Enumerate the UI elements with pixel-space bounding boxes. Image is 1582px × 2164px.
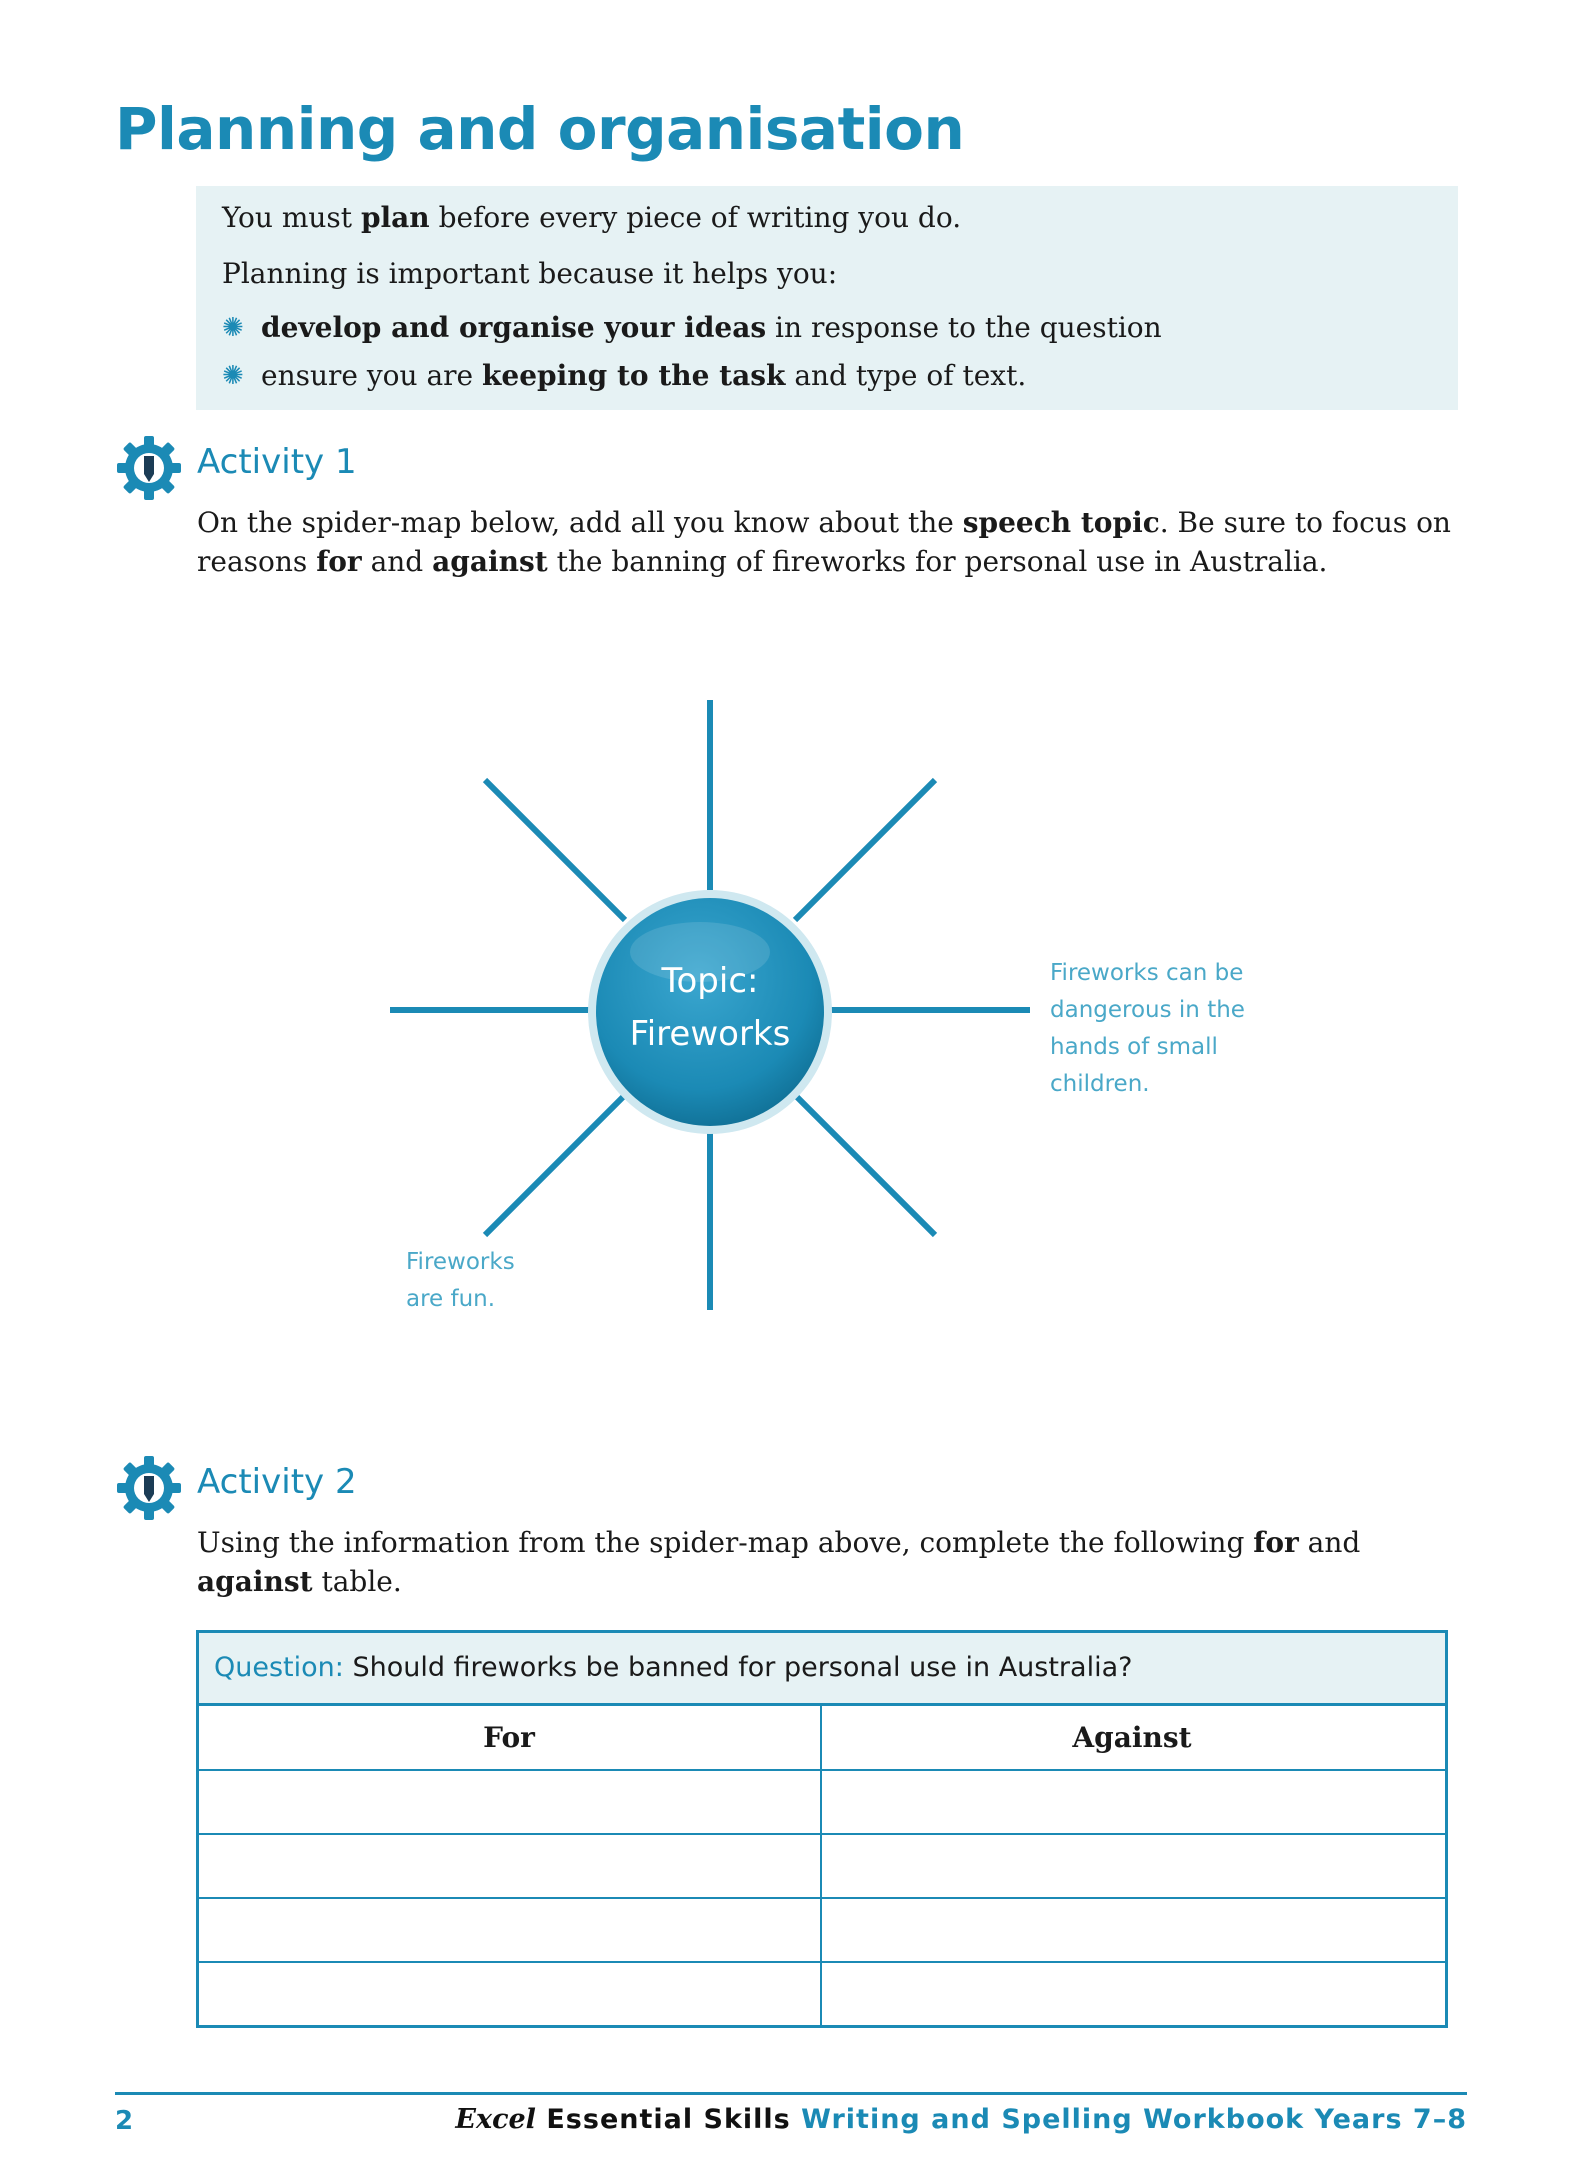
bullet-star-icon: ✺: [222, 313, 244, 343]
bullet-text-1: develop and organise your ideas in response to the question: [261, 311, 1162, 344]
spider-leg-bottom-right: [795, 1095, 935, 1235]
activity-1-heading: Activity 1: [197, 442, 357, 482]
table-row-divider: [199, 1769, 1445, 1771]
activity-2-instructions: Using the information from the spider-map above, complete the following for and against table.: [197, 1526, 1361, 1598]
topic-line-2: Fireworks: [629, 1014, 791, 1054]
for-against-table: [196, 1630, 1448, 2028]
page-title: Planning and organisation: [115, 95, 965, 163]
table-column-divider: [820, 1706, 822, 2025]
footer-book-title: Excel Essential Skills Writing and Spelling Workbook Years 7–8: [455, 2104, 1467, 2135]
activity-gear-pen-icon: [115, 1454, 183, 1522]
intro-line-2: Planning is important because it helps you:: [222, 257, 838, 290]
intro-box: [196, 186, 1458, 410]
bullet-text-2: ensure you are keeping to the task and type of text.: [261, 359, 1027, 392]
spider-note-right: Fireworks can be dangerous in the hands of small children.: [1050, 960, 1245, 1097]
topic-line-1: Topic:: [661, 961, 759, 1001]
activity-gear-pen-icon: [115, 434, 183, 502]
column-header-for: For: [483, 1721, 535, 1754]
intro-line-1: You must plan before every piece of writing you do.: [222, 201, 962, 234]
activity-1-instructions: On the spider-map below, add all you know about the speech topic. Be sure to focus on reasons for and against the banning of fireworks for personal use in Australia.: [197, 506, 1451, 578]
table-row-divider: [199, 1961, 1445, 1963]
activity-2-heading: Activity 2: [197, 1462, 357, 1502]
spider-leg-top-right: [795, 780, 935, 920]
footer-rule: [115, 2092, 1467, 2095]
column-header-against: Against: [1072, 1721, 1192, 1754]
spider-leg-top-left: [485, 780, 625, 920]
spider-map: [380, 700, 1040, 1320]
question-text: Question: Should fireworks be banned for personal use in Australia?: [214, 1652, 1133, 1683]
question-row: [199, 1633, 1445, 1706]
table-row-divider: [199, 1833, 1445, 1835]
page-number: 2: [115, 2106, 134, 2136]
spider-note-left: Fireworks are fun.: [406, 1249, 515, 1312]
spider-leg-bottom-left: [485, 1095, 625, 1235]
bullet-star-icon: ✺: [222, 361, 244, 391]
table-row-divider: [199, 1897, 1445, 1899]
